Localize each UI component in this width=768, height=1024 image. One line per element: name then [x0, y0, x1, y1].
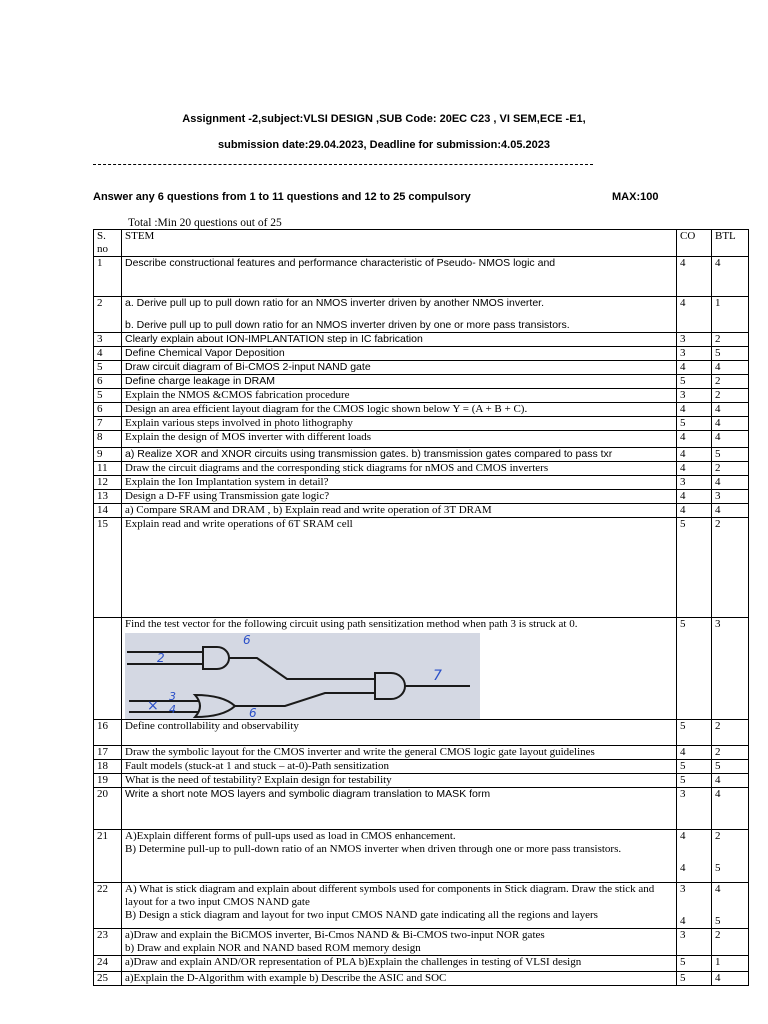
btl-cell — [712, 788, 749, 830]
question-stem — [122, 375, 677, 389]
question-number: 7 — [94, 417, 122, 431]
btl-cell — [712, 375, 749, 389]
co-value: 4 — [680, 490, 686, 502]
dashed-divider — [93, 164, 593, 165]
btl-cell — [712, 972, 749, 986]
btl-value: 2 — [715, 830, 721, 842]
co-value: 4 — [680, 862, 686, 874]
btl-value: 1 — [715, 956, 721, 968]
question-number: 11 — [94, 462, 122, 476]
question-stem — [122, 720, 677, 746]
label-input-bottom-sub: 4 — [169, 703, 176, 716]
btl-cell — [712, 431, 749, 448]
co-value: 3 — [680, 333, 686, 345]
stem-line: b) Draw and explain NOR and NAND based ROM memory design — [125, 942, 421, 954]
btl-cell — [712, 417, 749, 431]
co-cell — [677, 774, 712, 788]
btl-value: 4 — [715, 257, 721, 269]
stem-line: a)Draw and explain AND/OR representation of PLA b)Explain the challenges in testing of VLSI design — [125, 956, 582, 968]
btl-value: 4 — [715, 504, 721, 516]
question-number: 5 — [94, 389, 122, 403]
co-value: 4 — [680, 361, 686, 373]
question-stem — [122, 257, 677, 297]
question-stem — [122, 518, 677, 618]
co-value: 5 — [680, 618, 686, 630]
table-row — [94, 720, 749, 746]
co-value: 5 — [680, 956, 686, 968]
table-row — [94, 361, 749, 375]
co-cell — [677, 746, 712, 760]
stem-line: B) Determine pull-up to pull-down ratio of an NMOS inverter when driven through one or more pass transistors. — [125, 843, 622, 855]
question-stem — [122, 746, 677, 760]
btl-cell — [712, 403, 749, 417]
stem-line: Define charge leakage in DRAM — [125, 375, 275, 387]
co-cell — [677, 788, 712, 830]
label-input-top: 2 — [157, 651, 165, 665]
co-cell — [677, 389, 712, 403]
question-number: 20 — [94, 788, 122, 830]
question-stem — [122, 956, 677, 972]
co-value: 3 — [680, 788, 686, 800]
btl-value: 2 — [715, 462, 721, 474]
table-row — [94, 476, 749, 490]
co-cell — [677, 504, 712, 518]
line-gap — [125, 310, 673, 319]
co-value: 5 — [680, 375, 686, 387]
btl-value: 4 — [715, 883, 721, 895]
co-cell — [677, 476, 712, 490]
table-row — [94, 448, 749, 462]
question-number: 17 — [94, 746, 122, 760]
btl-cell — [712, 333, 749, 347]
question-stem — [122, 929, 677, 956]
answer-instruction: Answer any 6 questions from 1 to 11 questions and 12 to 25 compulsory — [93, 191, 471, 203]
btl-header: BTL — [712, 230, 749, 257]
question-stem — [122, 760, 677, 774]
co-cell — [677, 403, 712, 417]
question-stem — [122, 490, 677, 504]
question-number: 8 — [94, 431, 122, 448]
btl-cell — [712, 956, 749, 972]
btl-value: 3 — [715, 618, 721, 630]
co-value: 3 — [680, 347, 686, 359]
questions-table-body — [94, 230, 749, 986]
btl-value: 4 — [715, 417, 721, 429]
table-row — [94, 830, 749, 883]
question-number: 14 — [94, 504, 122, 518]
table-row — [94, 618, 749, 720]
co-cell — [677, 720, 712, 746]
co-header: CO — [677, 230, 712, 257]
co-value: 5 — [680, 972, 686, 984]
question-number: 25 — [94, 972, 122, 986]
question-stem — [122, 389, 677, 403]
table-row — [94, 518, 749, 618]
btl-cell — [712, 490, 749, 504]
table-row — [94, 760, 749, 774]
label-stuck-mark: × — [147, 698, 159, 714]
table-row — [94, 389, 749, 403]
co-value: 4 — [680, 504, 686, 516]
table-row — [94, 375, 749, 389]
co-cell — [677, 448, 712, 462]
co-cell — [677, 417, 712, 431]
co-cell — [677, 618, 712, 720]
question-number: 23 — [94, 929, 122, 956]
co-value: 4 — [680, 746, 686, 758]
question-number: 15 — [94, 518, 122, 618]
question-number: 24 — [94, 956, 122, 972]
question-number: 16 — [94, 720, 122, 746]
co-cell — [677, 830, 712, 883]
question-stem — [122, 361, 677, 375]
co-value: 3 — [680, 389, 686, 401]
question-stem — [122, 431, 677, 448]
sno-header: S. no — [94, 230, 122, 257]
btl-value: 4 — [715, 361, 721, 373]
btl-cell — [712, 361, 749, 375]
co-value: 3 — [680, 476, 686, 488]
btl-value: 4 — [715, 972, 721, 984]
question-stem — [122, 476, 677, 490]
co-value: 4 — [680, 297, 686, 309]
question-number — [94, 618, 122, 720]
stem-line: a)Draw and explain the BiCMOS inverter, Bi-Cmos NAND & Bi-CMOS two-input NOR gates — [125, 929, 545, 941]
question-number: 22 — [94, 883, 122, 929]
btl-value: 3 — [715, 490, 721, 502]
question-number: 6 — [94, 403, 122, 417]
stem-line: Draw the symbolic layout for the CMOS inverter and write the general CMOS logic gate layout guidelines — [125, 746, 595, 758]
btl-cell — [712, 476, 749, 490]
btl-value: 4 — [715, 774, 721, 786]
table-row — [94, 417, 749, 431]
co-value: 4 — [680, 431, 686, 443]
question-stem — [122, 347, 677, 361]
btl-cell — [712, 929, 749, 956]
question-number: 19 — [94, 774, 122, 788]
co-value: 4 — [680, 915, 686, 927]
table-row — [94, 929, 749, 956]
stem-line: Explain the Ion Implantation system in detail? — [125, 476, 329, 488]
table-row — [94, 297, 749, 333]
co-cell — [677, 462, 712, 476]
btl-cell — [712, 389, 749, 403]
co-cell — [677, 929, 712, 956]
table-row — [94, 490, 749, 504]
question-number: 18 — [94, 760, 122, 774]
stem-line: Explain various steps involved in photo lithography — [125, 417, 353, 429]
label-output: 7 — [433, 668, 442, 684]
stem-line: b. Derive pull up to pull down ratio for an NMOS inverter driven by one or more pass transistors. — [125, 319, 570, 331]
question-stem — [122, 417, 677, 431]
co-cell — [677, 431, 712, 448]
btl-cell — [712, 297, 749, 333]
question-number: 6 — [94, 375, 122, 389]
stem-line: Explain the NMOS &CMOS fabrication procedure — [125, 389, 350, 401]
stem-line: Write a short note MOS layers and symbolic diagram translation to MASK form — [125, 788, 491, 800]
stem-line: Define controllability and observability — [125, 720, 299, 732]
co-cell — [677, 257, 712, 297]
co-value: 4 — [680, 257, 686, 269]
stem-line: Design an area efficient layout diagram for the CMOS logic shown below Y = (A + B + C). — [125, 403, 528, 415]
table-row — [94, 403, 749, 417]
table-header-row — [94, 230, 749, 257]
btl-cell — [712, 504, 749, 518]
figure-background — [125, 633, 480, 719]
questions-table — [93, 229, 749, 986]
label-gate-top: 6 — [243, 633, 251, 647]
btl-cell — [712, 760, 749, 774]
co-value: 5 — [680, 720, 686, 732]
co-cell — [677, 490, 712, 504]
co-cell — [677, 361, 712, 375]
co-cell — [677, 518, 712, 618]
assignment-title: Assignment -2,subject:VLSI DESIGN ,SUB Code: 20EC C23 , VI SEM,ECE -E1, — [182, 113, 586, 125]
btl-cell — [712, 448, 749, 462]
total-note: Total :Min 20 questions out of 25 — [128, 217, 282, 229]
btl-value: 2 — [715, 333, 721, 345]
btl-cell — [712, 462, 749, 476]
question-number: 4 — [94, 347, 122, 361]
question-stem — [122, 830, 677, 883]
question-number: 12 — [94, 476, 122, 490]
co-cell — [677, 375, 712, 389]
btl-value: 1 — [715, 297, 721, 309]
question-stem — [122, 972, 677, 986]
table-row — [94, 504, 749, 518]
stem-line: What is the need of testability? Explain design for testability — [125, 774, 392, 786]
btl-value: 2 — [715, 746, 721, 758]
btl-value: 4 — [715, 431, 721, 443]
btl-value: 5 — [715, 448, 721, 460]
table-row — [94, 462, 749, 476]
stem-line: Find the test vector for the following circuit using path sensitization method when path 3 is struck at 0. — [125, 618, 578, 630]
stem-line: Explain read and write operations of 6T SRAM cell — [125, 518, 353, 530]
btl-value: 5 — [715, 862, 721, 874]
stem-line: a. Derive pull up to pull down ratio for an NMOS inverter driven by another NMOS inverter. — [125, 297, 545, 309]
question-stem — [122, 788, 677, 830]
max-marks: MAX:100 — [612, 191, 659, 203]
stem-line: Fault models (stuck-at 1 and stuck – at-0)-Path sensitization — [125, 760, 389, 772]
question-number: 5 — [94, 361, 122, 375]
co-cell — [677, 347, 712, 361]
submission-dates: submission date:29.04.2023, Deadline for submission:4.05.2023 — [218, 139, 550, 151]
btl-value: 4 — [715, 476, 721, 488]
question-stem — [122, 297, 677, 333]
co-cell — [677, 972, 712, 986]
btl-value: 2 — [715, 389, 721, 401]
table-row — [94, 431, 749, 448]
co-value: 4 — [680, 403, 686, 415]
table-row — [94, 774, 749, 788]
table-row — [94, 347, 749, 361]
co-value: 4 — [680, 830, 686, 842]
co-value: 4 — [680, 448, 686, 460]
co-value: 4 — [680, 462, 686, 474]
question-number: 21 — [94, 830, 122, 883]
btl-value: 2 — [715, 518, 721, 530]
question-stem — [122, 403, 677, 417]
btl-value: 2 — [715, 375, 721, 387]
stem-line: a)Explain the D-Algorithm with example b) Describe the ASIC and SOC — [125, 972, 447, 984]
question-number: 1 — [94, 257, 122, 297]
stem-line: A) What is stick diagram and explain about different symbols used for components in Stick diagram. Draw the stick and layout for a two input CMOS NAND gate — [125, 883, 655, 908]
stem-line: Explain the design of MOS inverter with different loads — [125, 431, 372, 443]
stem-line: Draw circuit diagram of Bi-CMOS 2-input NAND gate — [125, 361, 371, 373]
table-row — [94, 883, 749, 929]
co-value: 3 — [680, 883, 686, 895]
btl-value: 2 — [715, 929, 721, 941]
table-row — [94, 257, 749, 297]
stem-line: Clearly explain about ION-IMPLANTATION step in IC fabrication — [125, 333, 423, 345]
co-value: 3 — [680, 929, 686, 941]
btl-cell — [712, 774, 749, 788]
co-value: 5 — [680, 518, 686, 530]
question-stem — [122, 448, 677, 462]
stem-line: Design a D-FF using Transmission gate logic? — [125, 490, 330, 502]
co-value: 5 — [680, 417, 686, 429]
co-cell — [677, 297, 712, 333]
question-stem — [122, 774, 677, 788]
btl-value: 4 — [715, 403, 721, 415]
label-gate-bottom: 6 — [249, 706, 257, 719]
stem-line: A)Explain different forms of pull-ups used as load in CMOS enhancement. — [125, 830, 456, 842]
question-stem — [122, 618, 677, 720]
btl-value: 2 — [715, 720, 721, 732]
co-cell — [677, 956, 712, 972]
btl-cell — [712, 883, 749, 929]
btl-value: 5 — [715, 760, 721, 772]
table-row — [94, 746, 749, 760]
question-stem — [122, 883, 677, 929]
stem-line: B) Design a stick diagram and layout for two input CMOS NAND gate indicating all the regions and layers — [125, 909, 598, 921]
question-stem — [122, 504, 677, 518]
table-row — [94, 956, 749, 972]
question-stem — [122, 462, 677, 476]
table-row — [94, 333, 749, 347]
btl-cell — [712, 746, 749, 760]
stem-line: Draw the circuit diagrams and the corresponding stick diagrams for nMOS and CMOS inverters — [125, 462, 549, 474]
label-input-bottom: 3 — [169, 690, 176, 703]
question-number: 9 — [94, 448, 122, 462]
stem-line: Define Chemical Vapor Deposition — [125, 347, 285, 359]
question-number: 2 — [94, 297, 122, 333]
btl-cell — [712, 720, 749, 746]
btl-value: 5 — [715, 915, 721, 927]
table-row — [94, 788, 749, 830]
co-value: 5 — [680, 774, 686, 786]
btl-cell — [712, 518, 749, 618]
btl-cell — [712, 257, 749, 297]
btl-cell — [712, 830, 749, 883]
btl-value: 5 — [715, 347, 721, 359]
table-row — [94, 972, 749, 986]
question-number: 3 — [94, 333, 122, 347]
stem-line: a) Compare SRAM and DRAM , b) Explain read and write operation of 3T DRAM — [125, 504, 492, 516]
btl-cell — [712, 347, 749, 361]
stem-line: a) Realize XOR and XNOR circuits using transmission gates. b) transmission gates compared to pass txr — [125, 448, 613, 460]
question-stem — [122, 333, 677, 347]
co-cell — [677, 333, 712, 347]
btl-cell — [712, 618, 749, 720]
co-value: 5 — [680, 760, 686, 772]
circuit-figure — [125, 633, 480, 719]
co-cell — [677, 760, 712, 774]
co-cell — [677, 883, 712, 929]
stem-line: Describe constructional features and performance characteristic of Pseudo- NMOS logic and — [125, 257, 556, 269]
question-number: 13 — [94, 490, 122, 504]
stem-header: STEM — [122, 230, 677, 257]
btl-value: 4 — [715, 788, 721, 800]
